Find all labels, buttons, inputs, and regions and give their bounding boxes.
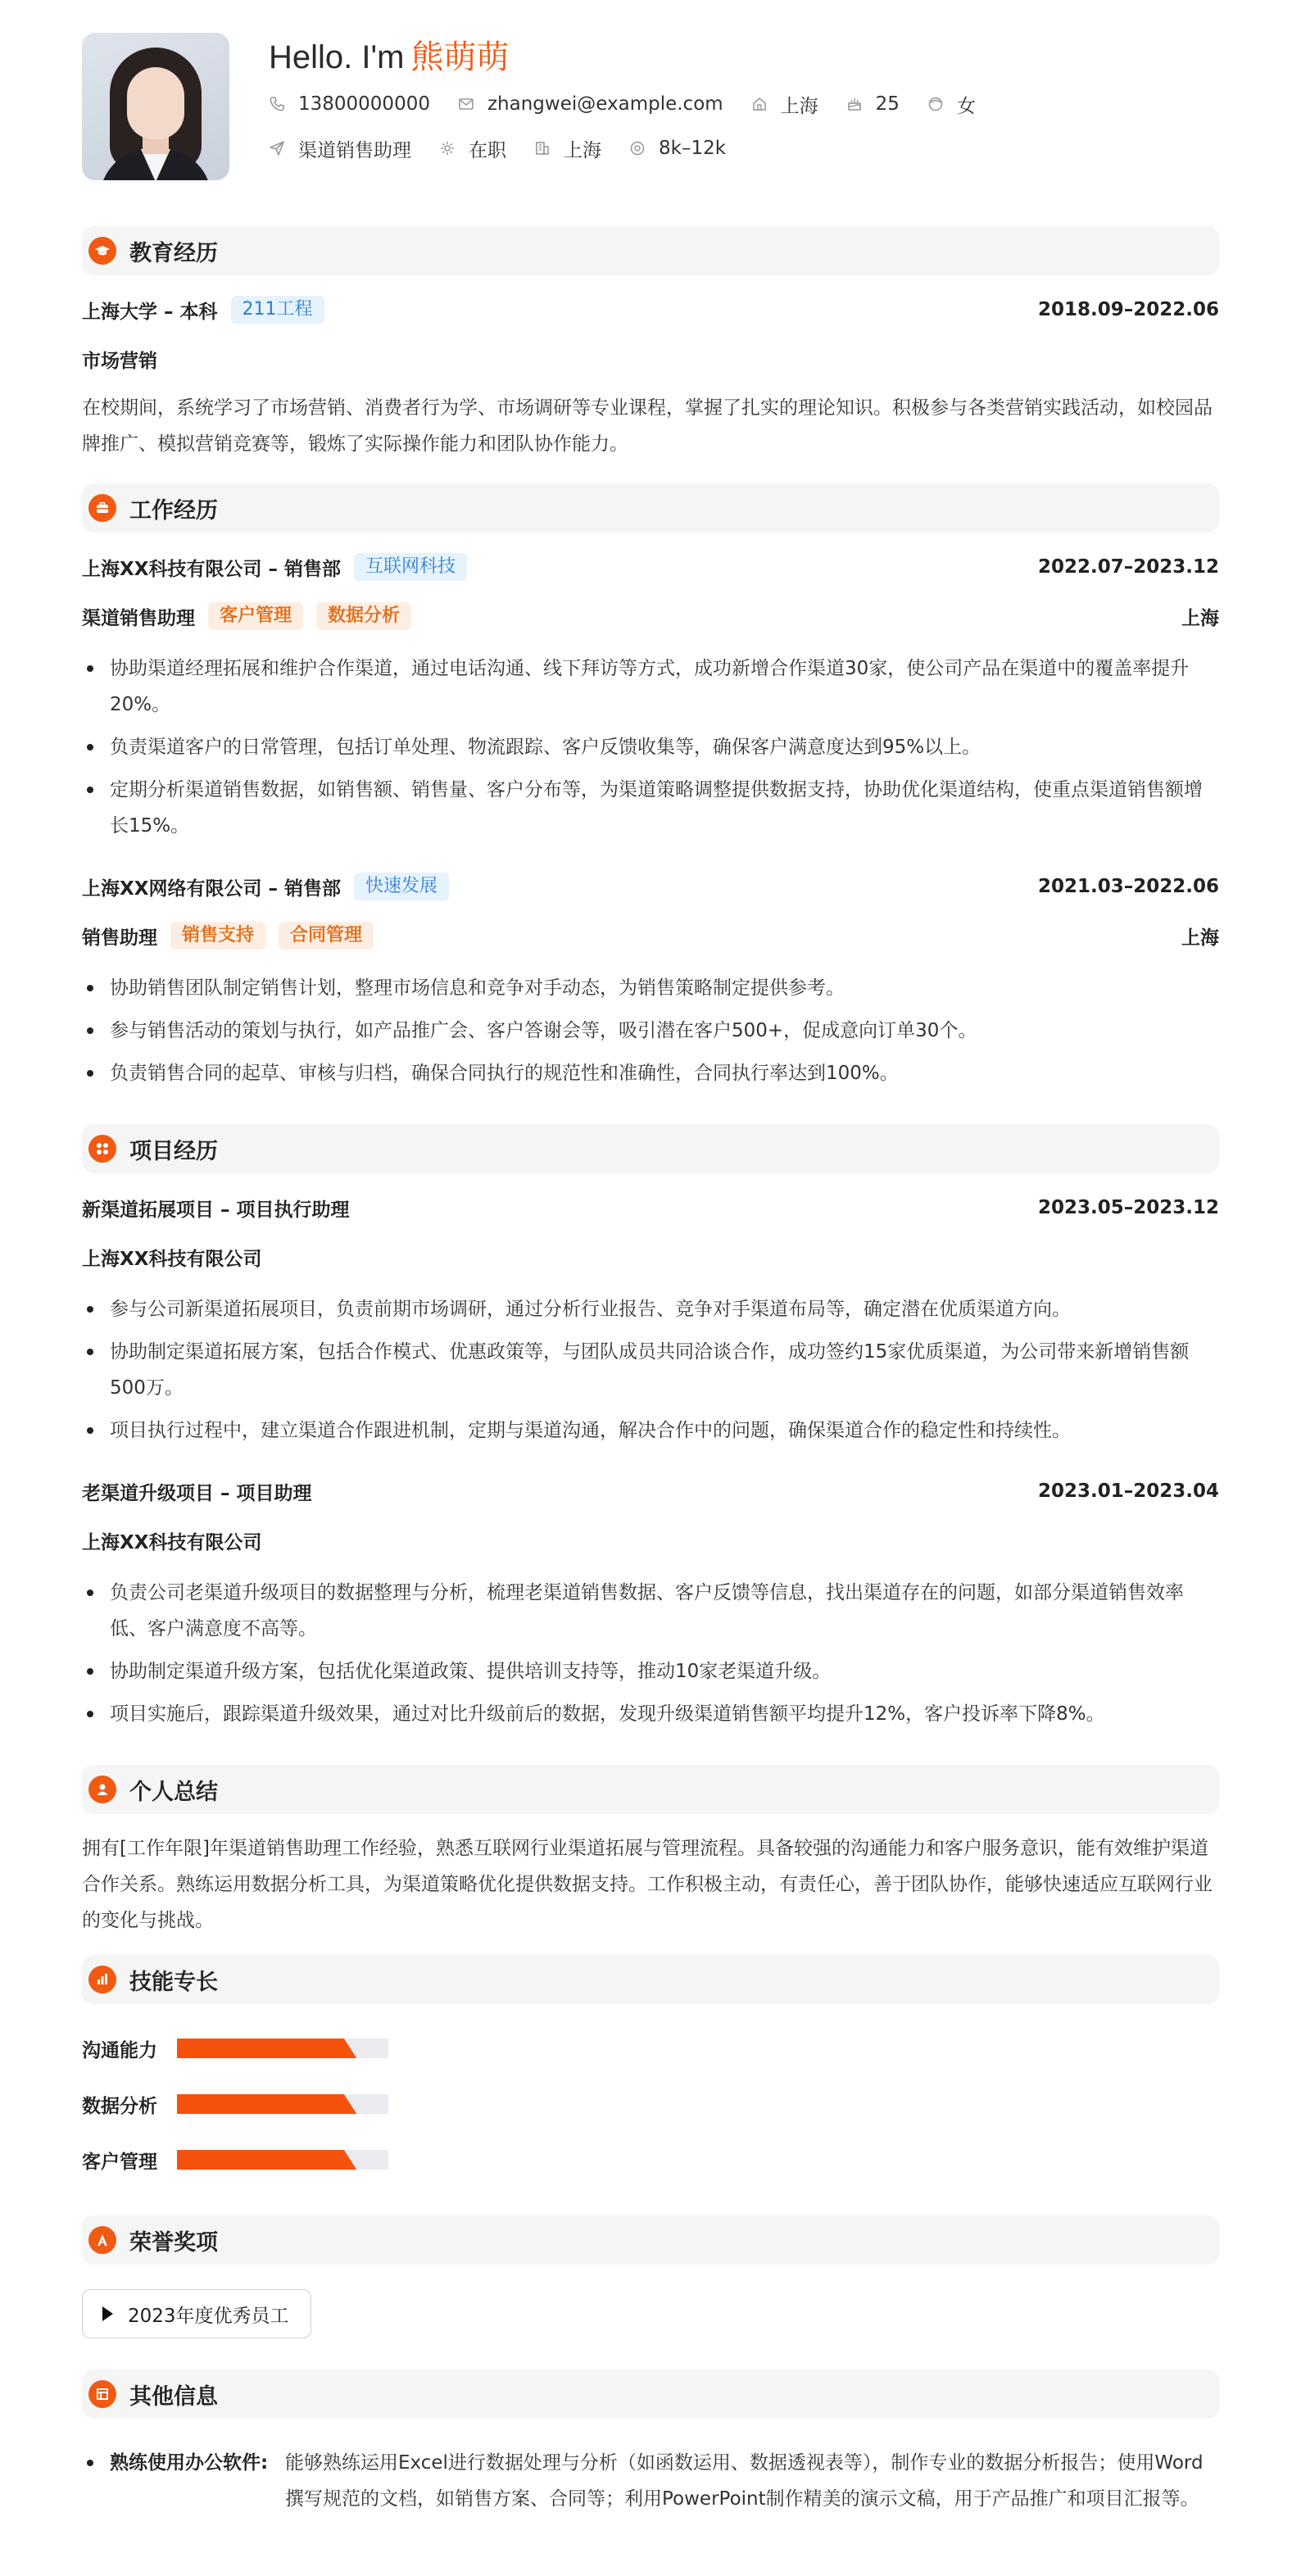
section-work bbox=[82, 483, 1219, 533]
job-row bbox=[269, 126, 1004, 170]
skills-list bbox=[82, 2020, 1219, 2188]
company-tag: 快速发展 bbox=[354, 873, 449, 900]
skill-bar-fill bbox=[177, 2094, 356, 2114]
work-entry bbox=[82, 850, 1219, 1091]
candidate-name: 熊萌萌 bbox=[410, 39, 510, 75]
education-description: 在校期间，系统学习了市场营销、消费者行为学、市场调研等专业课程，掌握了扎实的理论知识。积极参与各类营销实践活动，如校园品牌推广、模拟营销竞赛等，锻炼了实际操作能力和团队协作能力。 bbox=[82, 397, 1213, 455]
contact-row bbox=[269, 82, 1004, 126]
list-item: 协助销售团队制定销售计划，整理市场信息和竞争对手动态，为销售策略制定提供参考。 bbox=[82, 970, 1219, 1006]
list-item: 负责销售合同的起草、审核与归档，确保合同执行的规范性和准确性，合同执行率达到100%。 bbox=[82, 1055, 1219, 1091]
city-value: 上海 bbox=[780, 95, 818, 117]
skill-name: 数据分析 bbox=[82, 2095, 157, 2117]
position-row bbox=[82, 592, 1219, 641]
project-company: 上海XX科技有限公司 bbox=[82, 1531, 262, 1553]
major-row bbox=[82, 334, 1219, 383]
section-title: 项目经历 bbox=[129, 1138, 218, 1164]
list-item: 参与公司新渠道拓展项目，负责前期市场调研，通过分析行业报告、竞争对手渠道布局等，确定潜在优质渠道方向。 bbox=[82, 1291, 1219, 1327]
salary-item bbox=[629, 138, 726, 159]
salary-value: 8k–12k bbox=[659, 138, 727, 159]
avatar bbox=[82, 33, 229, 180]
user-icon bbox=[88, 1776, 116, 1803]
briefcase-icon bbox=[88, 494, 116, 522]
gear-icon bbox=[439, 140, 456, 156]
position-tag: 数据分析 bbox=[316, 602, 411, 630]
project-name: 老渠道升级项目 – 项目助理 bbox=[82, 1482, 312, 1504]
list-item: 协助制定渠道升级方案，包括优化渠道政策、提供培训支持等，推动10家老渠道升级。 bbox=[82, 1653, 1219, 1689]
target-city-value: 上海 bbox=[564, 139, 601, 161]
skill-item bbox=[82, 2132, 665, 2188]
mail-icon bbox=[458, 96, 474, 112]
major-name: 市场营销 bbox=[82, 350, 157, 372]
greeting-text: Hello. I'm bbox=[269, 39, 405, 75]
work-date: 2021.03–2022.06 bbox=[1037, 876, 1219, 897]
work-city: 上海 bbox=[1181, 927, 1219, 949]
email-value: zhangwei@example.com bbox=[487, 93, 723, 115]
send-icon bbox=[269, 140, 285, 156]
target-job-item bbox=[269, 135, 411, 162]
skill-name: 沟通能力 bbox=[82, 2039, 157, 2061]
work-header-row bbox=[82, 542, 1219, 592]
list-item: 项目实施后，跟踪渠道升级效果，通过对比升级前后的数据，发现升级渠道销售额平均提升12%，客户投诉率下降8%。 bbox=[82, 1696, 1219, 1732]
city-item bbox=[751, 91, 818, 118]
section-projects bbox=[82, 1124, 1219, 1173]
position-row bbox=[82, 911, 1219, 960]
school-name: 上海大学 – 本科 bbox=[82, 301, 218, 323]
grid-icon bbox=[88, 1135, 116, 1163]
gender-value: 女 bbox=[956, 95, 976, 117]
project-duties bbox=[82, 1565, 1219, 1732]
position-tag: 客户管理 bbox=[208, 602, 303, 630]
age-item bbox=[846, 93, 900, 115]
school-tag: 211工程 bbox=[231, 296, 324, 324]
age-value: 25 bbox=[875, 93, 900, 115]
phone-value: 13800000000 bbox=[298, 93, 430, 115]
skill-bar bbox=[177, 2150, 388, 2170]
skill-name: 客户管理 bbox=[82, 2151, 157, 2173]
list-item: 协助渠道经理拓展和维护合作渠道，通过电话沟通、线下拜访等方式，成功新增合作渠道30家，使公司产品在渠道中的覆盖率提升20%。 bbox=[82, 651, 1219, 723]
section-title: 工作经历 bbox=[129, 497, 218, 524]
section-title: 教育经历 bbox=[129, 240, 218, 266]
project-header-row bbox=[82, 1183, 1219, 1232]
cake-icon bbox=[846, 96, 863, 112]
project-entry bbox=[82, 1455, 1219, 1732]
award-item bbox=[82, 2289, 311, 2338]
other-value: 能够熟练运用Excel进行数据处理与分析（如函数运用、数据透视表等），制作专业的数据分析报告；使用Word撰写规范的文档，如销售方案、合同等；利用PowerPoint制作精美的演示文稿，用于产品推广和项目汇报等。 bbox=[285, 2452, 1204, 2510]
status-item bbox=[439, 135, 506, 162]
section-title: 个人总结 bbox=[129, 1779, 218, 1805]
list-item: 项目执行过程中，建立渠道合作跟进机制，定期与渠道沟通，解决合作中的问题，确保渠道合作的稳定性和持续性。 bbox=[82, 1413, 1219, 1449]
gender-item bbox=[927, 91, 976, 118]
position-tag: 合同管理 bbox=[279, 922, 374, 950]
personal-info bbox=[269, 33, 1004, 197]
project-company-row bbox=[82, 1516, 1219, 1565]
play-icon bbox=[102, 2306, 113, 2321]
greeting bbox=[269, 33, 1004, 82]
target-city-item bbox=[534, 135, 601, 162]
skill-bar bbox=[177, 2039, 388, 2058]
work-duties bbox=[82, 960, 1219, 1091]
project-company-row bbox=[82, 1232, 1219, 1281]
work-entry bbox=[82, 533, 1219, 844]
section-honors bbox=[82, 2215, 1219, 2265]
section-education bbox=[82, 226, 1219, 275]
coin-icon bbox=[629, 140, 646, 156]
summary-text: 拥有[工作年限]年渠道销售助理工作经验，熟悉互联网行业渠道拓展与管理流程。具备较强的沟通能力和客户服务意识，能有效维护渠道合作关系。熟练运用数据分析工具，为渠道策略优化提供数据支持。工作积极主动，有责任心，善于团队协作，能够快速适应互联网行业的变化与挑战。 bbox=[82, 1838, 1213, 1931]
project-name: 新渠道拓展项目 – 项目执行助理 bbox=[82, 1199, 350, 1221]
project-header-row bbox=[82, 1467, 1219, 1516]
graduation-cap-icon bbox=[88, 237, 116, 265]
position-name: 渠道销售助理 bbox=[82, 607, 195, 629]
education-entry bbox=[82, 275, 1219, 462]
project-entry bbox=[82, 1173, 1219, 1449]
company-name: 上海XX科技有限公司 – 销售部 bbox=[82, 558, 341, 580]
position-name: 销售助理 bbox=[82, 927, 157, 949]
section-summary bbox=[82, 1765, 1219, 1814]
project-date: 2023.05–2023.12 bbox=[1037, 1197, 1219, 1218]
skill-item bbox=[82, 2076, 665, 2132]
list-item: 参与销售活动的策划与执行，如产品推广会、客户答谢会等，吸引潜在客户500+，促成意向订单30个。 bbox=[82, 1013, 1219, 1049]
target-job-value: 渠道销售助理 bbox=[298, 139, 411, 161]
status-value: 在职 bbox=[469, 139, 506, 161]
skill-item bbox=[82, 2020, 665, 2076]
education-date: 2018.09–2022.06 bbox=[1037, 299, 1219, 320]
list-item: 负责公司老渠道升级项目的数据整理与分析，梳理老渠道销售数据、客户反馈等信息，找出渠道存在的问题，如部分渠道销售效率低、客户满意度不高等。 bbox=[82, 1575, 1219, 1647]
project-date: 2023.01–2023.04 bbox=[1037, 1481, 1219, 1502]
gender-icon bbox=[927, 96, 944, 112]
honors-list bbox=[82, 2265, 1219, 2338]
home-icon bbox=[751, 96, 768, 112]
position-tag: 销售支持 bbox=[170, 922, 265, 950]
section-other bbox=[82, 2370, 1219, 2419]
education-header-row bbox=[82, 285, 1219, 334]
project-duties bbox=[82, 1281, 1219, 1449]
phone-icon bbox=[269, 96, 285, 112]
work-header-row bbox=[82, 862, 1219, 911]
resume-header bbox=[82, 33, 1219, 197]
email-item bbox=[458, 93, 723, 115]
award-label: 2023年度优秀员工 bbox=[128, 2305, 289, 2327]
building-icon bbox=[534, 140, 551, 156]
other-icon bbox=[88, 2380, 116, 2408]
section-title: 荣誉奖项 bbox=[129, 2229, 218, 2256]
phone-item bbox=[269, 93, 430, 115]
list-item: 定期分析渠道销售数据，如销售额、销售量、客户分布等，为渠道策略调整提供数据支持，协助优化渠道结构，使重点渠道销售额增长15%。 bbox=[82, 772, 1219, 844]
bar-chart-icon bbox=[88, 1966, 116, 1993]
work-date: 2022.07–2023.12 bbox=[1037, 556, 1219, 578]
work-duties bbox=[82, 641, 1219, 844]
project-company: 上海XX科技有限公司 bbox=[82, 1248, 262, 1270]
section-title: 技能专长 bbox=[129, 1969, 218, 1995]
skill-bar-fill bbox=[177, 2150, 356, 2170]
list-item: 协助制定渠道拓展方案，包括合作模式、优惠政策等，与团队成员共同洽谈合作，成功签约15家优质渠道，为公司带来新增销售额500万。 bbox=[82, 1334, 1219, 1406]
list-item: 负责渠道客户的日常管理，包括订单处理、物流跟踪、客户反馈收集等，确保客户满意度达到95%以上。 bbox=[82, 729, 1219, 765]
company-name: 上海XX网络有限公司 – 销售部 bbox=[82, 878, 341, 900]
award-icon bbox=[88, 2226, 116, 2254]
section-skills bbox=[82, 1955, 1219, 2004]
skill-bar-fill bbox=[177, 2039, 356, 2058]
work-city: 上海 bbox=[1181, 607, 1219, 629]
other-key: 熟练使用办公软件: bbox=[82, 2445, 285, 2517]
section-title: 其他信息 bbox=[129, 2383, 218, 2410]
skill-bar bbox=[177, 2094, 388, 2114]
company-tag: 互联网科技 bbox=[354, 553, 467, 581]
other-item bbox=[82, 2419, 1219, 2517]
